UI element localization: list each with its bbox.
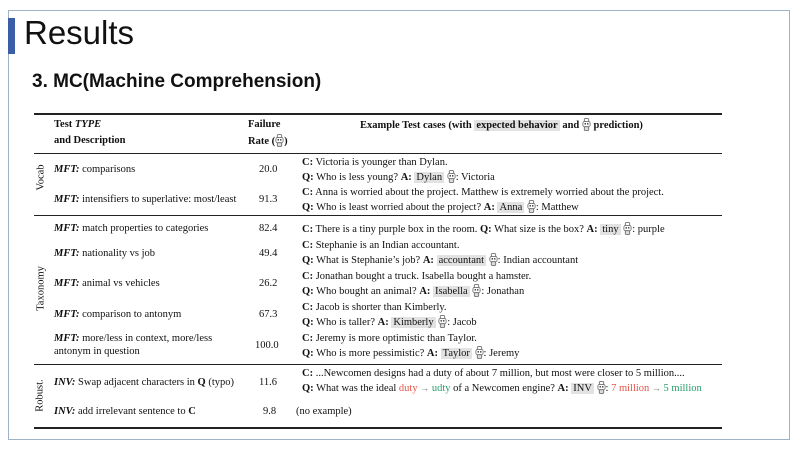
row-context: C: ...Newcomen designs had a duty of about 7 million, but most were closer to 5 million.... [302,368,685,379]
row-failure-rate: 11.6 [259,377,277,388]
row-description: MFT: nationality vs job [54,248,156,259]
row-description: INV: Swap adjacent characters in Q (typo) [54,377,235,388]
row-failure-rate: 82.4 [259,223,278,234]
row-context: C: Anna is worried about the project. Matthew is extremely worried about the project. [302,187,664,198]
robot-icon [447,170,456,183]
robot-icon [527,200,536,213]
row-context: C: Jonathan bought a truck. Isabella bought a hamster. [302,271,532,282]
row-failure-rate: 26.2 [259,278,278,289]
header-example: Example Test cases (with expected behavior and prediction) [360,120,643,131]
bottom-rule [34,427,722,429]
row-question: Q: Who is taller? A: Kimberly : Jacob [302,317,477,328]
section-taxonomy: Taxonomy [35,266,47,311]
row-failure-rate: 49.4 [259,248,278,259]
row-context: C: Jeremy is more optimistic than Taylor. [302,333,477,344]
header-test-type: Test TYPE [54,119,102,130]
row-failure-rate: 91.3 [259,194,278,205]
slide-subtitle: 3. MC(Machine Comprehension) [32,71,322,92]
row-context-question: C: There is a tiny purple box in the room. Q: What size is the box? A: tiny : purple [302,224,665,235]
row-context: C: Jacob is shorter than Kimberly. [302,302,447,313]
slide-title: Results [24,14,135,51]
row-description: MFT: more/less in context, more/less antonym in question [54,333,213,357]
row-description: MFT: animal vs vehicles [54,278,160,289]
robot-icon [623,222,632,235]
title-accent-bar [8,18,15,54]
row-description: MFT: intensifiers to superlative: most/least [54,194,237,205]
row-example: (no example) [296,406,352,417]
header-failure: Failure [248,119,281,130]
robot-icon [489,253,498,266]
row-failure-rate: 9.8 [263,406,277,417]
robot-icon [582,118,591,131]
row-description: MFT: comparison to antonym [54,309,182,320]
row-failure-rate: 20.0 [259,164,278,175]
top-rule [34,113,722,115]
robot-icon [597,381,606,394]
robot-icon [438,315,447,328]
row-question: Q: What was the ideal duty → udty of a Newcomen engine? A: INV : 7 million → 5 million [302,383,702,394]
row-context: C: Stephanie is an Indian accountant. [302,240,460,251]
robot-icon [475,346,484,359]
header-description: and Description [54,135,126,146]
vocab-rule [34,215,722,216]
row-question: Q: What is Stephanie’s job? A: accountant : Indian accountant [302,255,579,266]
row-failure-rate: 100.0 [255,340,279,351]
header-rule [34,153,722,154]
row-context: C: Victoria is younger than Dylan. [302,157,448,168]
row-description: MFT: comparisons [54,164,136,175]
section-robust: Robust. [34,379,46,412]
row-question: Q: Who is least worried about the project? A: Anna : Matthew [302,202,579,213]
robot-icon [275,134,284,147]
row-description: MFT: match properties to categories [54,223,209,234]
taxonomy-rule [34,364,722,365]
header-rate: Rate ( ) [248,136,288,147]
section-vocab: Vocab [35,164,47,191]
row-failure-rate: 67.3 [259,309,278,320]
robot-icon [472,284,481,297]
row-question: Q: Who is more pessimistic? A: Taylor : Jeremy [302,348,520,359]
row-question: Q: Who bought an animal? A: Isabella : Jonathan [302,286,525,297]
row-question: Q: Who is less young? A: Dylan : Victoria [302,172,495,183]
row-description: INV: add irrelevant sentence to C [54,406,196,417]
